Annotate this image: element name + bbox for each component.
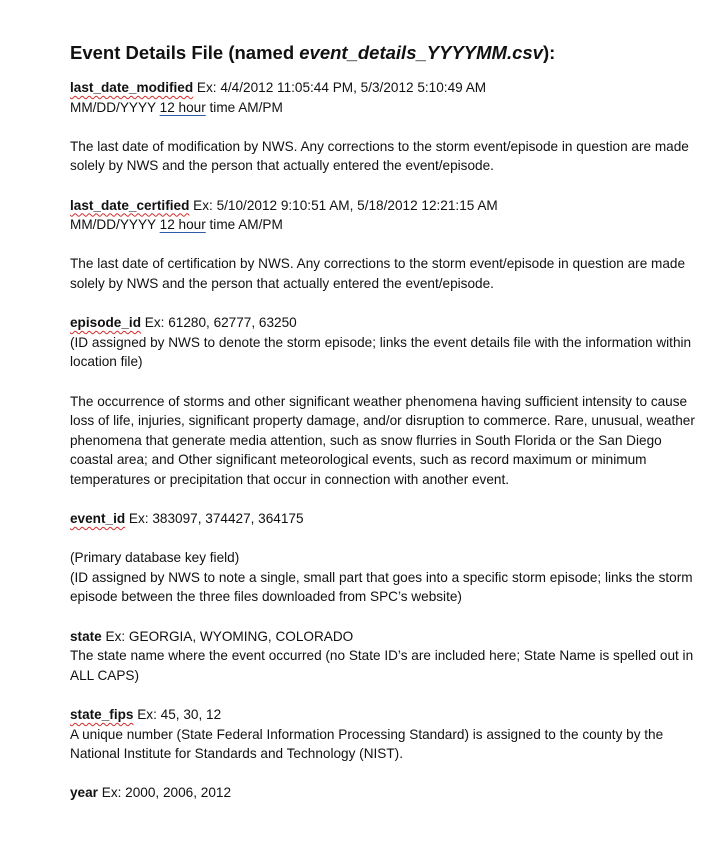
field-example: Ex: GEORGIA, WYOMING, COLORADO bbox=[101, 628, 354, 644]
field-name: last_date_modified bbox=[70, 80, 194, 95]
field-format bbox=[70, 98, 700, 118]
field-example: Ex: 45, 30, 12 bbox=[133, 707, 222, 722]
field-description: The occurrence of storms and other significant weather phenomena having sufficient intensity to cause loss of life, injuries, significant property damage, and/or disruption to commerce. Rare, unusual, weather phenomena that generate media attention, such as snow flurries in South Florida or the San Diego coastal area; and Other significant meteorological events, such as record maximum or minimum temperatures or precipitation that occur in connection with another event. bbox=[70, 393, 695, 487]
field-note: (Primary database key field) bbox=[70, 550, 240, 566]
format-suffix: time AM/PM bbox=[205, 99, 283, 115]
field-example: Ex: 2000, 2006, 2012 bbox=[97, 785, 232, 801]
field-note: (ID assigned by NWS to denote the storm episode; links the event details file with the information within location file) bbox=[70, 334, 692, 370]
field-example: Ex: 383097, 374427, 364175 bbox=[125, 511, 304, 527]
document-page bbox=[70, 40, 700, 803]
field-description: The state name where the event occurred (no State ID’s are included here; State Name is spelled out in ALL CAPS) bbox=[70, 648, 694, 683]
field-example: Ex: 5/10/2012 9:10:51 AM, 5/18/2012 12:21:15 AM bbox=[189, 197, 498, 213]
field-name: state bbox=[70, 628, 102, 644]
field-description: The last date of modification by NWS. Any corrections to the storm event/episode in question are made solely by NWS and the person that actually entered the event/episode. bbox=[70, 138, 689, 174]
field-header-year bbox=[70, 783, 700, 803]
field-example: Ex: 4/4/2012 11:05:44 PM, 5/3/2012 5:10:49 AM bbox=[193, 80, 487, 95]
field-name: last_date_certified bbox=[70, 197, 190, 213]
field-example: Ex: 61280, 62777, 63250 bbox=[141, 315, 297, 331]
field-format bbox=[70, 215, 700, 235]
title-filename: event_details_YYYYMM.csv bbox=[299, 42, 543, 63]
field-header-state bbox=[70, 627, 700, 647]
format-prefix: MM/DD/YYYY bbox=[70, 99, 160, 115]
title-suffix: ): bbox=[542, 42, 556, 63]
field-header-state-fips bbox=[70, 705, 700, 725]
field-name: year bbox=[70, 785, 98, 801]
field-header-event-id bbox=[70, 509, 700, 529]
field-name: state_fips bbox=[70, 707, 134, 722]
format-prefix: MM/DD/YYYY bbox=[70, 217, 160, 233]
title-prefix: Event Details File (named bbox=[70, 42, 300, 63]
field-description: A unique number (State Federal Information Processing Standard) is assigned to the county by the National Institute for Standards and Technology (NIST). bbox=[70, 726, 664, 762]
format-hour-link: 12 hour bbox=[159, 217, 206, 233]
field-header-last-date-modified bbox=[70, 78, 700, 98]
field-name: episode_id bbox=[70, 315, 142, 331]
format-hour-link: 12 hour bbox=[159, 99, 206, 115]
document-title bbox=[70, 40, 700, 66]
field-header-episode-id bbox=[70, 313, 700, 333]
field-description: The last date of certification by NWS. Any corrections to the storm event/episode in question are made solely by NWS and the person that actually entered the event/episode. bbox=[70, 256, 686, 291]
field-header-last-date-certified bbox=[70, 196, 700, 216]
field-note: (ID assigned by NWS to note a single, small part that goes into a specific storm episode; links the storm episode between the three files downloaded from SPC’s website) bbox=[70, 569, 693, 605]
field-name: event_id bbox=[70, 511, 126, 527]
format-suffix: time AM/PM bbox=[205, 217, 283, 233]
